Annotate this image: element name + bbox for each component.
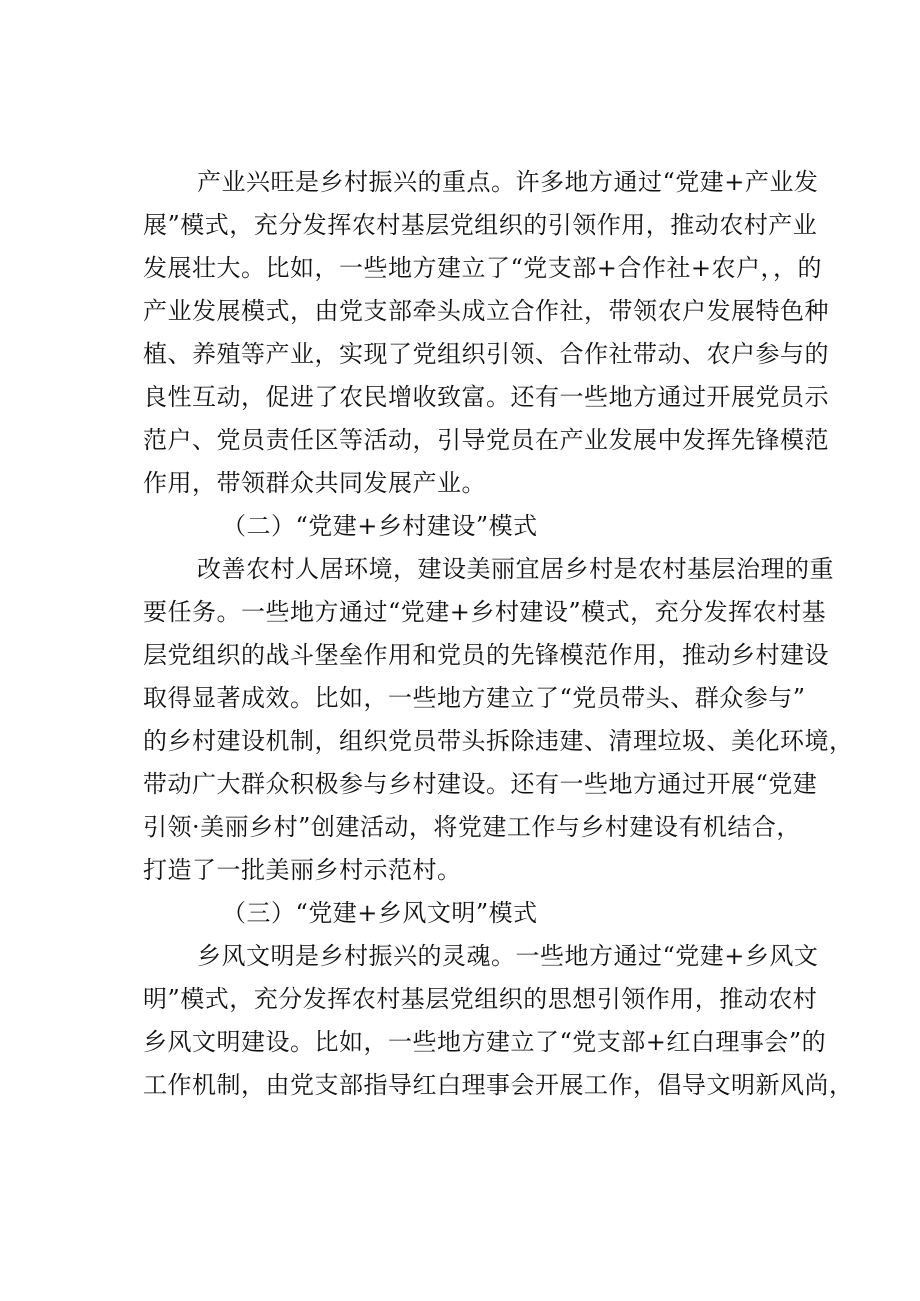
paragraph-line: 乡风文明建设。比如，一些地方建立了“党支部+红白理事会”的 [143,1028,827,1056]
paragraph-line: 明”模式，充分发挥农村基层党组织的思想引领作用，推动农村 [143,985,818,1013]
paragraph-line: 植、养殖等产业，实现了党组织引领、合作社带动、农户参与的 [143,340,829,368]
paragraph-line: 乡风文明是乡村振兴的灵魂。一些地方通过“党建+乡风文 [197,942,819,970]
paragraph-line: 产业兴旺是乡村振兴的重点。许多地方通过“党建+产业发 [197,168,819,196]
section-heading: （二）“党建+乡村建设”模式 [222,512,538,540]
section-heading: （三）“党建+乡风文明”模式 [222,899,538,927]
paragraph-line: 要任务。一些地方通过“党建+乡村建设”模式，充分发挥农村基 [143,598,827,626]
paragraph-line: 展”模式，充分发挥农村基层党组织的引领作用，推动农村产业 [143,211,818,239]
paragraph-line: 层党组织的战斗堡垒作用和党员的先锋模范作用，推动乡村建设 [143,641,829,669]
paragraph-line: 取得显著成效。比如，一些地方建立了“党员带头、群众参与” [143,684,806,712]
paragraph-line: 产业发展模式，由党支部牵头成立合作社，带领农户发展特色种 [143,297,829,325]
paragraph-line: 良性互动，促进了农民增收致富。还有一些地方通过开展党员示 [143,383,829,411]
paragraph-line: 的乡村建设机制，组织党员带头拆除违建、清理垃圾、美化环境， [143,727,854,755]
paragraph-line: 作用，带领群众共同发展产业。 [143,469,486,497]
paragraph-line: 改善农村人居环境，建设美丽宜居乡村是农村基层治理的重 [197,555,834,583]
paragraph-line: 打造了一批美丽乡村示范村。 [143,856,462,884]
paragraph-line: 带动广大群众积极参与乡村建设。还有一些地方通过开展“党建 [143,770,818,798]
paragraph-line: 引领·美丽乡村”创建活动，将党建工作与乡村建设有机结合， [143,813,801,841]
paragraph-line: 工作机制，由党支部指导红白理事会开展工作，倡导文明新风尚， [143,1071,854,1099]
paragraph-line: 发展壮大。比如，一些地方建立了“党支部+合作社+农户，，的 [143,254,822,282]
paragraph-line: 范户、党员责任区等活动，引导党员在产业发展中发挥先锋模范 [143,426,829,454]
